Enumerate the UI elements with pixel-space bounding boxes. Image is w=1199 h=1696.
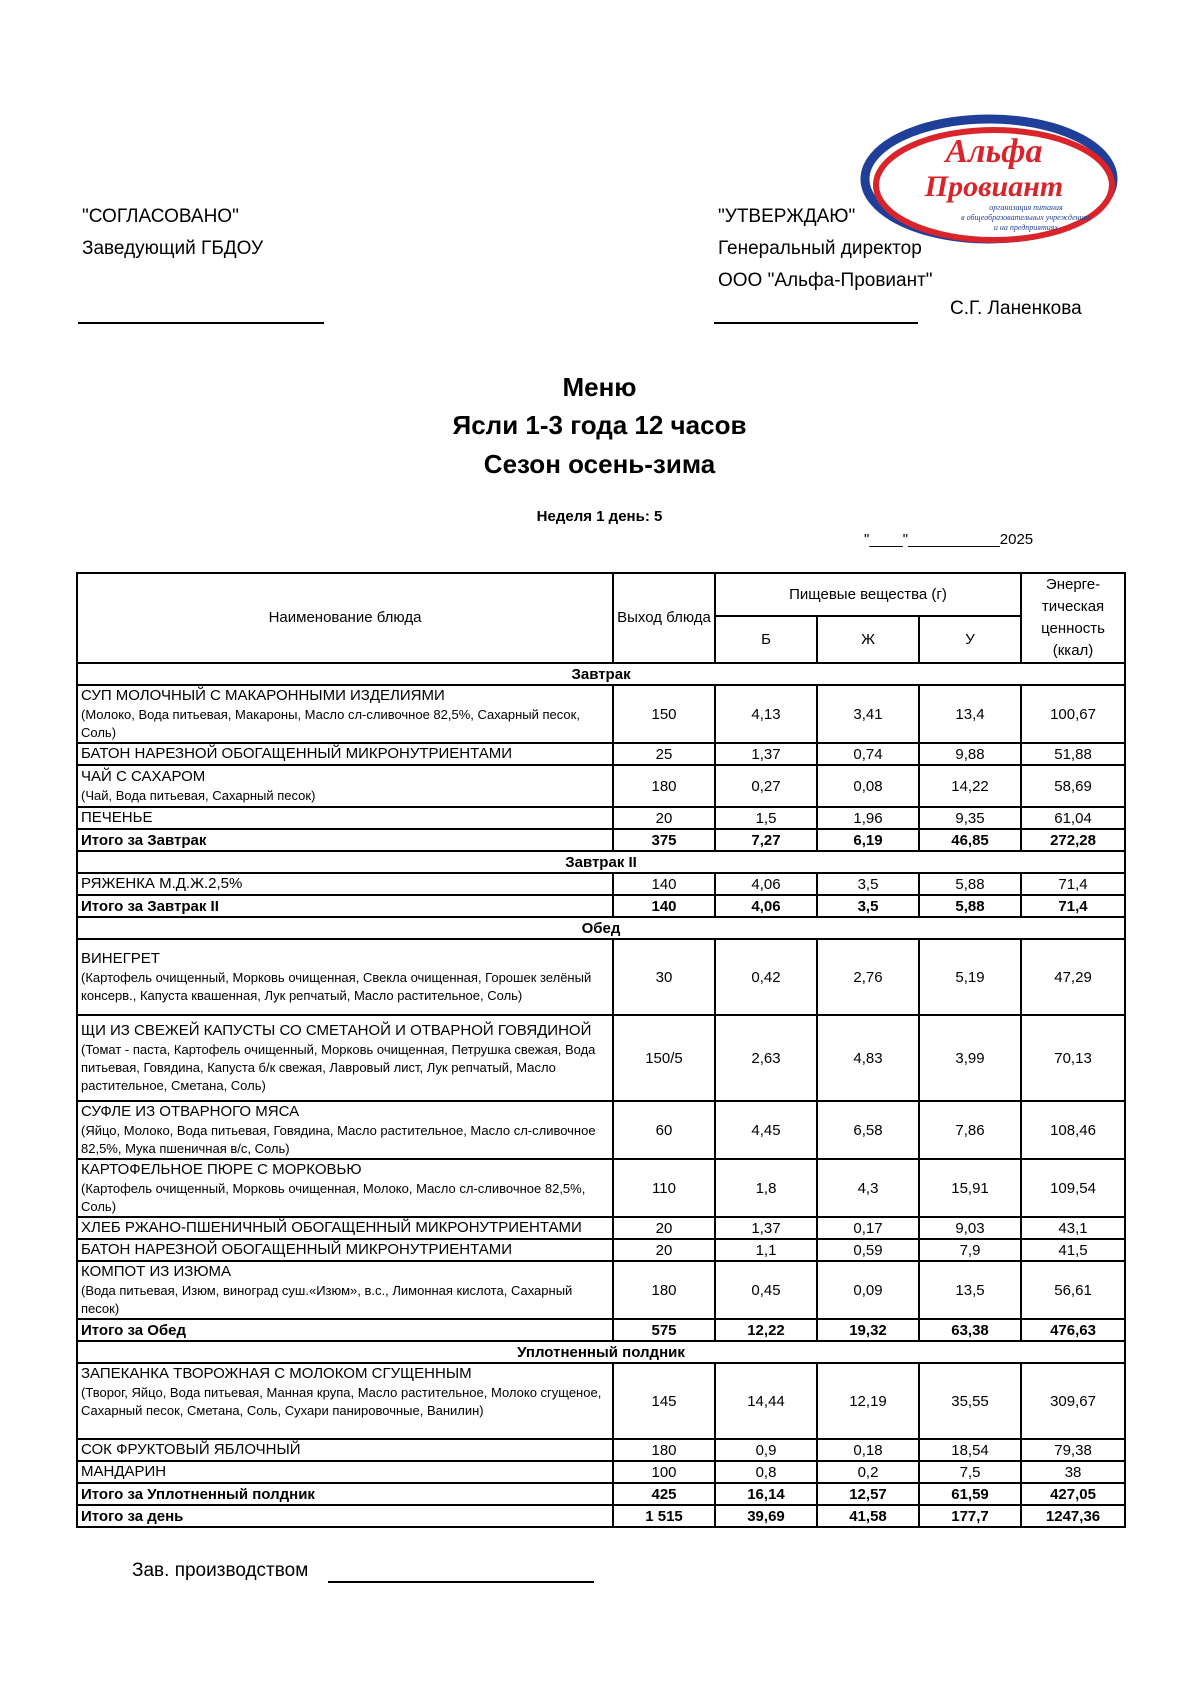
dish-cell (77, 807, 613, 829)
dish-kcal: 38 (1021, 1461, 1125, 1483)
footer-signature-line (328, 1581, 594, 1583)
dish-fat: 1,96 (817, 807, 919, 829)
dish-composition: (Творог, Яйцо, Вода питьевая, Манная крупа, Масло растительное, Молоко сгущеное, Сахарный песок, Сметана, Соль, Сухари панировочные, Ванилин) (81, 1385, 602, 1418)
total-yield: 425 (613, 1483, 715, 1505)
dish-composition: (Картофель очищенный, Морковь очищенная, Молоко, Масло сл-сливочное 82,5%, Соль) (81, 1181, 586, 1214)
dish-cell (77, 1217, 613, 1239)
dish-fat: 6,58 (817, 1101, 919, 1159)
footer-production-head: Зав. производством (132, 1560, 309, 1581)
table-row (77, 1363, 1125, 1439)
dish-protein: 0,42 (715, 939, 817, 1015)
total-protein: 7,27 (715, 829, 817, 851)
dish-yield: 20 (613, 1239, 715, 1261)
dish-carbs: 9,03 (919, 1217, 1021, 1239)
total-row-lunch (77, 1319, 1125, 1341)
table-row (77, 743, 1125, 765)
dish-name: ПЕЧЕНЬЕ (81, 809, 153, 826)
dish-fat: 0,08 (817, 765, 919, 807)
total-protein: 16,14 (715, 1483, 817, 1505)
total-row-breakfast (77, 829, 1125, 851)
table-row (77, 939, 1125, 1015)
dish-protein: 14,44 (715, 1363, 817, 1439)
dish-cell (77, 743, 613, 765)
dish-carbs: 7,5 (919, 1461, 1021, 1483)
total-yield: 375 (613, 829, 715, 851)
dish-kcal: 79,38 (1021, 1439, 1125, 1461)
dish-protein: 0,8 (715, 1461, 817, 1483)
dish-cell (77, 1363, 613, 1439)
table-row (77, 1217, 1125, 1239)
dish-protein: 1,1 (715, 1239, 817, 1261)
menu-table (76, 572, 1126, 1528)
total-fat: 3,5 (817, 895, 919, 917)
header-protein: Б (715, 616, 817, 663)
total-carbs: 5,88 (919, 895, 1021, 917)
dish-kcal: 47,29 (1021, 939, 1125, 1015)
dish-name: ЧАЙ С САХАРОМ (81, 768, 206, 785)
dish-name: МАНДАРИН (81, 1463, 167, 1480)
dish-kcal: 41,5 (1021, 1239, 1125, 1261)
dish-protein: 2,63 (715, 1015, 817, 1101)
dish-name: СУФЛЕ ИЗ ОТВАРНОГО МЯСА (81, 1103, 300, 1120)
page-subtitle-age: Ясли 1-3 года 12 часов (452, 410, 747, 440)
dish-kcal: 70,13 (1021, 1015, 1125, 1101)
dish-fat: 4,3 (817, 1159, 919, 1217)
section-breakfast-title: Завтрак (77, 663, 1125, 685)
dish-yield: 20 (613, 1217, 715, 1239)
dish-yield: 140 (613, 873, 715, 895)
dish-carbs: 13,4 (919, 685, 1021, 743)
total-row-snack (77, 1483, 1125, 1505)
section-snack-title: Уплотненный полдник (77, 1341, 1125, 1363)
dish-fat: 0,2 (817, 1461, 919, 1483)
dish-cell (77, 939, 613, 1015)
dish-fat: 4,83 (817, 1015, 919, 1101)
dish-name: СОК ФРУКТОВЫЙ ЯБЛОЧНЫЙ (81, 1441, 301, 1458)
dish-yield: 150/5 (613, 1015, 715, 1101)
total-fat: 12,57 (817, 1483, 919, 1505)
dish-cell (77, 765, 613, 807)
dish-carbs: 13,5 (919, 1261, 1021, 1319)
dish-carbs: 35,55 (919, 1363, 1021, 1439)
dish-fat: 0,18 (817, 1439, 919, 1461)
table-row (77, 807, 1125, 829)
dish-fat: 3,41 (817, 685, 919, 743)
approve-heading: "УТВЕРЖДАЮ" (718, 206, 856, 227)
dish-name: БАТОН НАРЕЗНОЙ ОБОГАЩЕННЫЙ МИКРОНУТРИЕНТАМИ (81, 745, 513, 762)
approve-company: ООО "Альфа-Провиант" (718, 270, 933, 291)
header-nutrients: Пищевые вещества (г) (715, 573, 1021, 616)
logo-line2: Провиант (924, 170, 1064, 203)
total-kcal: 272,28 (1021, 829, 1125, 851)
dish-name: БАТОН НАРЕЗНОЙ ОБОГАЩЕННЫЙ МИКРОНУТРИЕНТАМИ (81, 1241, 513, 1258)
total-kcal: 427,05 (1021, 1483, 1125, 1505)
dish-yield: 60 (613, 1101, 715, 1159)
table-row (77, 1101, 1125, 1159)
dish-yield: 110 (613, 1159, 715, 1217)
dish-carbs: 7,9 (919, 1239, 1021, 1261)
dish-kcal: 71,4 (1021, 873, 1125, 895)
dish-cell (77, 1239, 613, 1261)
dish-kcal: 100,67 (1021, 685, 1125, 743)
total-kcal: 71,4 (1021, 895, 1125, 917)
total-row-day (77, 1505, 1125, 1527)
dish-kcal: 56,61 (1021, 1261, 1125, 1319)
dish-name: РЯЖЕНКА М.Д.Ж.2,5% (81, 875, 243, 892)
dish-composition: (Вода питьевая, Изюм, виноград суш.«Изюм», в.с., Лимонная кислота, Сахарный песок) (81, 1283, 573, 1316)
dish-kcal: 108,46 (1021, 1101, 1125, 1159)
agreed-position: Заведующий ГБДОУ (82, 238, 264, 259)
day-total-label: Итого за день (77, 1505, 613, 1527)
section-breakfast2-title: Завтрак II (77, 851, 1125, 873)
total-protein: 4,06 (715, 895, 817, 917)
dish-fat: 0,74 (817, 743, 919, 765)
table-row (77, 1439, 1125, 1461)
table-row (77, 1159, 1125, 1217)
dish-carbs: 9,35 (919, 807, 1021, 829)
dish-yield: 180 (613, 1261, 715, 1319)
dish-yield: 180 (613, 765, 715, 807)
dish-yield: 25 (613, 743, 715, 765)
dish-protein: 4,45 (715, 1101, 817, 1159)
dish-name: ЗАПЕКАНКА ТВОРОЖНАЯ С МОЛОКОМ СГУЩЕННЫМ (81, 1365, 472, 1382)
date-field: "____"___________2025 (864, 531, 1034, 548)
header-dish-name: Наименование блюда (77, 573, 613, 663)
dish-name: СУП МОЛОЧНЫЙ С МАКАРОННЫМИ ИЗДЕЛИЯМИ (81, 687, 445, 704)
dish-name: КАРТОФЕЛЬНОЕ ПЮРЕ С МОРКОВЬЮ (81, 1161, 362, 1178)
dish-name: КОМПОТ ИЗ ИЗЮМА (81, 1263, 232, 1280)
section-lunch-title: Обед (77, 917, 1125, 939)
header-energy: Энерге-тическая ценность (ккал) (1021, 573, 1125, 663)
dish-composition: (Яйцо, Молоко, Вода питьевая, Говядина, Масло растительное, Масло сл-сливочное 82,5%, Мука пшеничная в/с, Соль) (81, 1123, 596, 1156)
dish-kcal: 43,1 (1021, 1217, 1125, 1239)
header-yield: Выход блюда (613, 573, 715, 663)
dish-cell (77, 685, 613, 743)
dish-protein: 0,45 (715, 1261, 817, 1319)
total-label: Итого за Завтрак II (77, 895, 613, 917)
dish-fat: 0,59 (817, 1239, 919, 1261)
total-yield: 575 (613, 1319, 715, 1341)
page-title: Меню (562, 372, 637, 402)
agreed-heading: "СОГЛАСОВАНО" (82, 206, 239, 227)
table-row (77, 1239, 1125, 1261)
dish-cell (77, 1261, 613, 1319)
dish-name: ХЛЕБ РЖАНО-ПШЕНИЧНЫЙ ОБОГАЩЕННЫЙ МИКРОНУТРИЕНТАМИ (81, 1219, 582, 1236)
dish-carbs: 5,88 (919, 873, 1021, 895)
total-fat: 19,32 (817, 1319, 919, 1341)
table-row (77, 765, 1125, 807)
total-row-breakfast2 (77, 895, 1125, 917)
dish-carbs: 5,19 (919, 939, 1021, 1015)
dish-protein: 0,27 (715, 765, 817, 807)
approve-signature-line (714, 322, 918, 324)
day-total-protein: 39,69 (715, 1505, 817, 1527)
dish-protein: 1,5 (715, 807, 817, 829)
dish-fat: 12,19 (817, 1363, 919, 1439)
dish-protein: 1,37 (715, 743, 817, 765)
dish-fat: 2,76 (817, 939, 919, 1015)
company-logo (858, 108, 1120, 250)
dish-protein: 1,8 (715, 1159, 817, 1217)
dish-kcal: 51,88 (1021, 743, 1125, 765)
dish-protein: 1,37 (715, 1217, 817, 1239)
dish-protein: 4,13 (715, 685, 817, 743)
total-label: Итого за Обед (77, 1319, 613, 1341)
header-carbs: У (919, 616, 1021, 663)
day-total-carbs: 177,7 (919, 1505, 1021, 1527)
dish-kcal: 309,67 (1021, 1363, 1125, 1439)
approve-position: Генеральный директор (718, 238, 922, 259)
total-carbs: 63,38 (919, 1319, 1021, 1341)
dish-cell (77, 1461, 613, 1483)
dish-composition: (Чай, Вода питьевая, Сахарный песок) (81, 788, 316, 803)
dish-kcal: 61,04 (1021, 807, 1125, 829)
header-fat: Ж (817, 616, 919, 663)
dish-yield: 150 (613, 685, 715, 743)
dish-yield: 20 (613, 807, 715, 829)
total-yield: 140 (613, 895, 715, 917)
dish-yield: 30 (613, 939, 715, 1015)
dish-cell (77, 1101, 613, 1159)
total-label: Итого за Уплотненный полдник (77, 1483, 613, 1505)
dish-carbs: 7,86 (919, 1101, 1021, 1159)
table-row (77, 1461, 1125, 1483)
dish-protein: 0,9 (715, 1439, 817, 1461)
total-kcal: 476,63 (1021, 1319, 1125, 1341)
dish-name: ЩИ ИЗ СВЕЖЕЙ КАПУСТЫ СО СМЕТАНОЙ И ОТВАРНОЙ ГОВЯДИНОЙ (81, 1022, 592, 1039)
table-row (77, 1015, 1125, 1101)
logo-tagline2: в общеобразовательных учреждениях (961, 213, 1091, 222)
total-carbs: 61,59 (919, 1483, 1021, 1505)
dish-kcal: 109,54 (1021, 1159, 1125, 1217)
logo-tagline1: организация питания (989, 203, 1063, 212)
dish-yield: 180 (613, 1439, 715, 1461)
dish-composition: (Томат - паста, Картофель очищенный, Морковь очищенная, Петрушка свежая, Вода питьевая, Говядина, Капуста б/к свежая, Лавровый лист, Лук репчатый, Масло растительное, Сметана, Соль) (81, 1042, 596, 1093)
total-label: Итого за Завтрак (77, 829, 613, 851)
total-carbs: 46,85 (919, 829, 1021, 851)
dish-fat: 3,5 (817, 873, 919, 895)
dish-fat: 0,17 (817, 1217, 919, 1239)
total-fat: 6,19 (817, 829, 919, 851)
logo-tagline3: и на предприятиях (993, 223, 1059, 232)
table-row (77, 685, 1125, 743)
dish-kcal: 58,69 (1021, 765, 1125, 807)
dish-carbs: 3,99 (919, 1015, 1021, 1101)
week-day-label: Неделя 1 день: 5 (536, 508, 663, 525)
dish-protein: 4,06 (715, 873, 817, 895)
dish-cell (77, 1439, 613, 1461)
logo-graphic (858, 108, 1120, 250)
dish-yield: 145 (613, 1363, 715, 1439)
dish-fat: 0,09 (817, 1261, 919, 1319)
dish-carbs: 18,54 (919, 1439, 1021, 1461)
dish-name: ВИНЕГРЕТ (81, 950, 160, 967)
dish-carbs: 9,88 (919, 743, 1021, 765)
day-total-fat: 41,58 (817, 1505, 919, 1527)
logo-line1: Альфа (945, 133, 1043, 170)
dish-carbs: 15,91 (919, 1159, 1021, 1217)
dish-cell (77, 873, 613, 895)
signer-name: С.Г. Ланенкова (950, 298, 1082, 319)
dish-yield: 100 (613, 1461, 715, 1483)
total-protein: 12,22 (715, 1319, 817, 1341)
table-row (77, 873, 1125, 895)
dish-carbs: 14,22 (919, 765, 1021, 807)
dish-cell (77, 1015, 613, 1101)
day-total-kcal: 1247,36 (1021, 1505, 1125, 1527)
dish-composition: (Картофель очищенный, Морковь очищенная, Свекла очищенная, Горошек зелёный консерв., Капуста квашенная, Лук репчатый, Масло растительное, Соль) (81, 970, 592, 1003)
dish-cell (77, 1159, 613, 1217)
agreed-signature-line (78, 322, 324, 324)
dish-composition: (Молоко, Вода питьевая, Макароны, Масло сл-сливочное 82,5%, Сахарный песок, Соль) (81, 707, 580, 740)
page-subtitle-season: Сезон осень-зима (483, 449, 716, 479)
table-row (77, 1261, 1125, 1319)
day-total-yield: 1 515 (613, 1505, 715, 1527)
